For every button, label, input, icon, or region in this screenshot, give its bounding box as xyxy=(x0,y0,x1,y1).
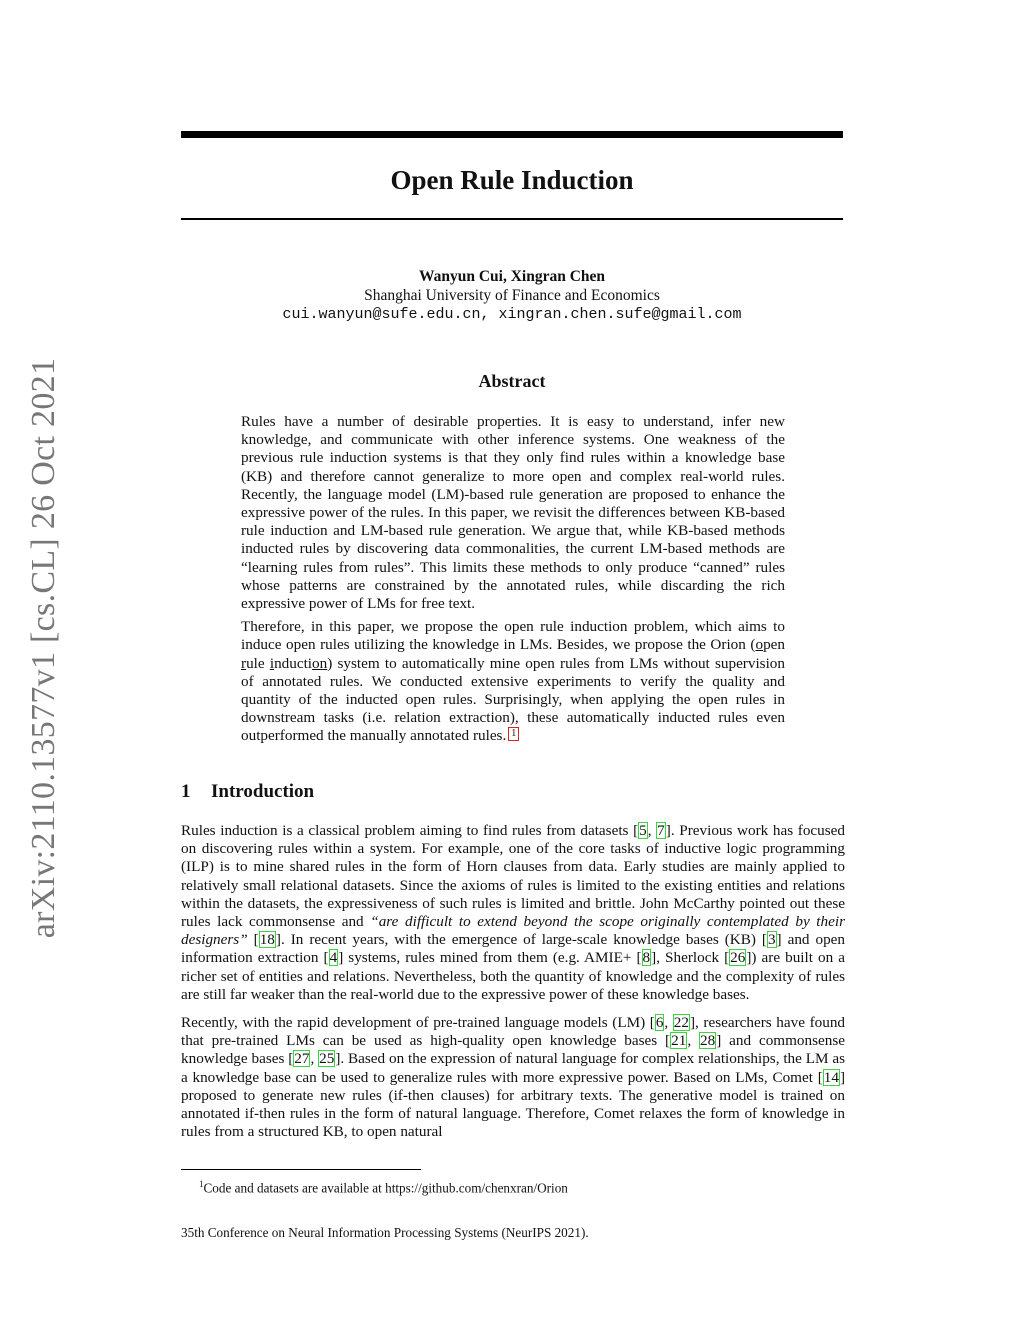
footnote xyxy=(199,1176,568,1196)
paper-title: Open Rule Induction xyxy=(390,165,634,195)
citation-link[interactable]: 8 xyxy=(642,949,651,967)
intro-paragraph-1: Rules induction is a classical problem aiming to find rules from datasets [5, 7]. Previous work has focused on discovering rules within a system. For example, one of the core tasks of inductive logic programming (ILP) is to mine shared rules in the form of Horn clauses from data. Early studies are mainly applied to relatively small relational datasets. Since the axioms of rules is limited to the existing entities and relations within the datasets, the expressiveness of such rules is limited and brittle. John McCarthy pointed out these rules lack commonsense and “are difficult to extend beyond the scope originally contemplated by their designers” [18]. In recent years, with the emergence of large-scale knowledge bases (KB) [3] and open information extraction [4] systems, rules mined from them (e.g. AMIE+ [8], Sherlock [26]) are built on a richer set of entities and relations. Nevertheless, both the quantity of knowledge and the complexity of rules are still far weaker than the real-world due to the expressive power of these knowledge bases. xyxy=(181,822,846,1003)
citation-link[interactable]: 3 xyxy=(767,931,776,949)
title-bottom-rule xyxy=(181,218,843,220)
citation-link[interactable]: 27 xyxy=(294,1050,310,1068)
footnote-text: Code and datasets are available at https://github.com/chenxran/Orion xyxy=(203,1180,568,1196)
section-heading-introduction xyxy=(181,780,314,804)
citation-link[interactable]: 5 xyxy=(639,822,647,839)
footnote-separator xyxy=(181,1169,421,1170)
citation-link[interactable]: 4 xyxy=(329,949,338,967)
arxiv-identifier: arXiv:2110.13577v1 [cs.CL] 26 Oct 2021 xyxy=(25,357,62,938)
citation-link[interactable]: 14 xyxy=(823,1068,839,1086)
author-affiliation: Shanghai University of Finance and Economics xyxy=(364,287,660,304)
arxiv-sidebar-stamp xyxy=(24,355,64,940)
footnote-number: 1 xyxy=(199,1179,204,1189)
abstract-paragraph-2: Therefore, in this paper, we propose the open rule induction problem, which aims to induce open rules utilizing the knowledge in LMs. Besides, we propose the Orion (open rule induction) system to automatically mine open rules from LMs without supervision of annotated rules. We conducted extensive experiments to verify the quality and quantity of the inducted open rules. Surprisingly, when applying the open rules in downstream tasks (i.e. relation extraction), these automatically inducted rules even outperformed the manually annotated rules. 1 xyxy=(241,618,785,745)
abstract-heading: Abstract xyxy=(478,371,546,391)
section-number: 1 xyxy=(181,781,191,802)
citation-link[interactable]: 22 xyxy=(673,1014,689,1032)
citation-link[interactable]: 6 xyxy=(655,1014,664,1032)
abstract-body xyxy=(241,413,785,751)
conference-venue: 35th Conference on Neural Information Processing Systems (NeurIPS 2021). xyxy=(181,1225,589,1240)
title-top-rule xyxy=(181,131,843,138)
mccarthy-quote: “are difficult to extend beyond the scope originally contemplated by their designers” xyxy=(181,913,845,949)
author-names: Wanyun Cui, Xingran Chen xyxy=(418,268,606,285)
introduction-body xyxy=(181,822,845,1151)
citation-link[interactable]: 25 xyxy=(319,1050,335,1068)
citation-link[interactable]: 26 xyxy=(730,949,746,967)
citation-link[interactable]: 28 xyxy=(700,1032,716,1050)
citation-link[interactable]: 21 xyxy=(671,1032,687,1050)
citation-link[interactable]: 7 xyxy=(657,822,665,839)
footnote-link[interactable]: 1 xyxy=(508,727,519,741)
intro-paragraph-2: Recently, with the rapid development of pre-trained language models (LM) [6, 22], researchers have found that pre-trained LMs can be used as high-quality open knowledge bases [21, 28] and commonsense knowledge bases [27, 25]. Based on the expression of natural language for complex relationships, the LM as a knowledge base can be used to generalize rules with more expressive power. Based on LMs, Comet [14] proposed to generate new rules (if-then clauses) for arbitrary texts. The generative model is trained on annotated if-then rules in the form of natural language. Therefore, Comet relaxes the form of knowledge in rules from a structured KB, to open natural xyxy=(181,1014,846,1141)
citation-link[interactable]: 18 xyxy=(259,931,275,949)
abstract-paragraph-1: Rules have a number of desirable properties. It is easy to understand, infer new knowledge, and communicate with other inference systems. One weakness of the previous rule induction systems is that they only find rules within a knowledge base (KB) and therefore cannot generalize to more open and complex real-world rules. Recently, the language model (LM)-based rule generation are proposed to enhance the expressive power of the rules. In this paper, we revisit the differences between KB-based rule induction and LM-based rule generation. We argue that, while KB-based methods inducted rules by discovering data commonalities, the current LM-based methods are “learning rules from rules”. This limits these methods to only produce “canned” rules whose patterns are constrained by the annotated rules, while discarding the rich expressive power of LMs for free text. xyxy=(241,413,785,613)
section-title: Introduction xyxy=(211,781,315,802)
author-emails: cui.wanyun@sufe.edu.cn, xingran.chen.sufe@gmail.com xyxy=(282,306,742,323)
